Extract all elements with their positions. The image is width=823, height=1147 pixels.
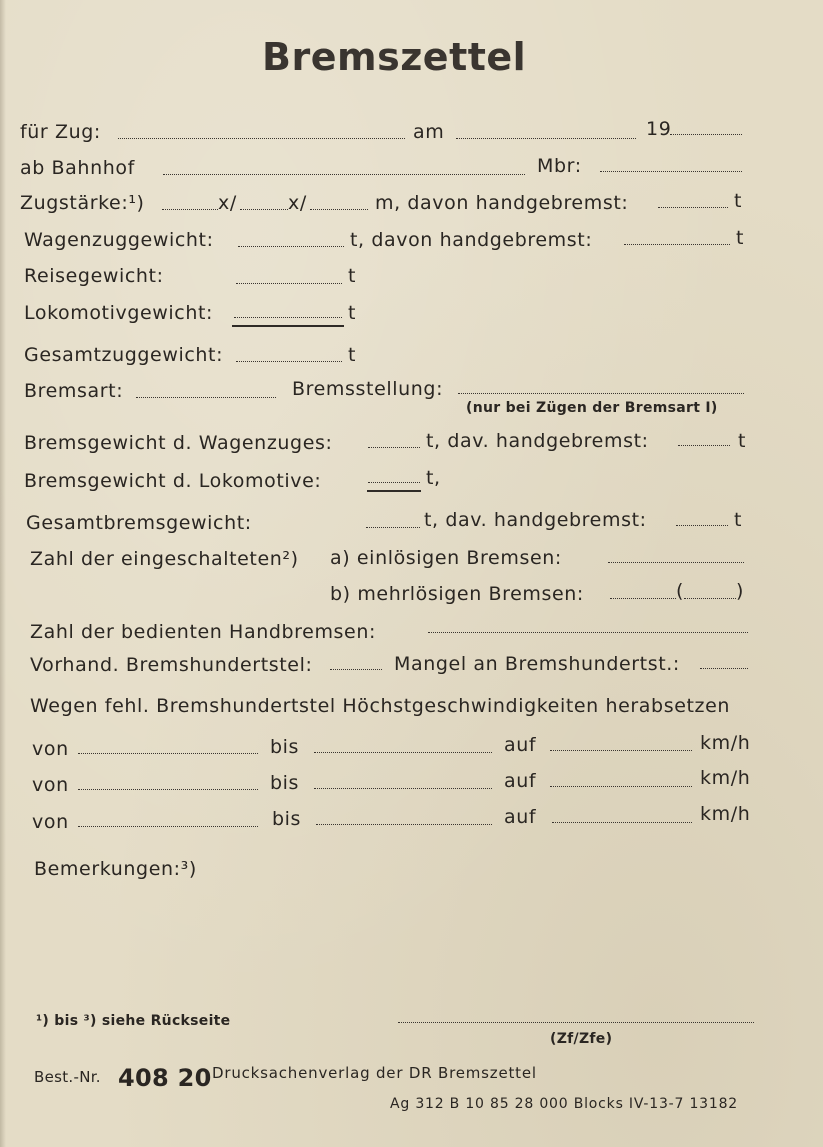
field-mehrloesigen[interactable] xyxy=(610,598,676,599)
label-year: 19 xyxy=(646,118,672,140)
footnote-rueckseite: ¹) bis ³) siehe Rückseite xyxy=(36,1013,231,1029)
signature-caption: (Zf/Zfe) xyxy=(550,1031,613,1047)
sum-underline-lok xyxy=(232,325,344,327)
field-bahnhof[interactable] xyxy=(163,174,525,175)
label-fuer-zug: für Zug: xyxy=(20,121,101,143)
field-zugstaerke-1[interactable] xyxy=(162,209,218,210)
sep-x1: x/ xyxy=(218,192,237,214)
field-bremsgewicht-handgebremst[interactable] xyxy=(678,445,730,446)
field-zug[interactable] xyxy=(118,138,405,139)
label-mangel-bremshundertst: Mangel an Bremshundertst.: xyxy=(394,653,680,675)
field-einloesigen[interactable] xyxy=(608,562,744,563)
label-t-davon: t, davon handgebremst: xyxy=(350,229,593,251)
field-mehrloesigen-paren[interactable] xyxy=(684,598,736,599)
label-gesamtzuggewicht: Gesamtzuggewicht: xyxy=(24,344,224,366)
field-bremsart[interactable] xyxy=(136,397,276,398)
label-auf: auf xyxy=(504,734,537,756)
print-code: Ag 312 B 10 85 28 000 Blocks IV-13-7 13182 xyxy=(390,1096,739,1112)
field-gesamtzuggewicht[interactable] xyxy=(236,361,342,362)
field-wagenzuggewicht[interactable] xyxy=(238,246,344,247)
unit-t-row7: t xyxy=(348,344,357,366)
label-gesamtbremsgewicht: Gesamtbremsgewicht: xyxy=(26,512,252,534)
unit-t-row11: t xyxy=(734,509,743,531)
label-reisegewicht: Reisegewicht: xyxy=(24,265,164,287)
field-bremsgewicht-wagenzug[interactable] xyxy=(368,447,420,448)
field-von[interactable] xyxy=(78,826,258,827)
label-bis: bis xyxy=(270,772,300,794)
field-bis[interactable] xyxy=(314,752,492,753)
field-bremsstellung[interactable] xyxy=(458,393,744,394)
field-bis[interactable] xyxy=(314,788,492,789)
label-bremsgewicht-wagenzug: Bremsgewicht d. Wagenzuges: xyxy=(24,432,333,454)
paren-close: ) xyxy=(736,580,745,602)
unit-t-row3: t xyxy=(734,190,743,212)
field-gesamtbremsgewicht[interactable] xyxy=(366,527,420,528)
label-t-dav-row11: t, dav. handgebremst: xyxy=(424,509,647,531)
unit-t-row9: t xyxy=(738,430,747,452)
label-am: am xyxy=(413,121,445,143)
sep-x2: x/ xyxy=(288,192,307,214)
paper-edge-shadow xyxy=(0,0,6,1147)
label-handbremsen: Zahl der bedienten Handbremsen: xyxy=(30,621,376,643)
label-lokomotivgewicht: Lokomotivgewicht: xyxy=(24,302,214,324)
field-mangel-bremshundertst[interactable] xyxy=(700,668,748,669)
label-ab-bahnhof: ab Bahnhof xyxy=(20,157,135,179)
paren-open: ( xyxy=(676,580,685,602)
label-m-davon: m, davon handgebremst: xyxy=(375,192,629,214)
label-wagenzuggewicht: Wagenzuggewicht: xyxy=(24,229,214,251)
field-mbr[interactable] xyxy=(600,171,742,172)
label-bremsart: Bremsart: xyxy=(24,380,124,402)
field-von[interactable] xyxy=(78,753,258,754)
label-mehrloesigen-bremsen: b) mehrlösigen Bremsen: xyxy=(330,583,584,605)
field-auf[interactable] xyxy=(550,786,692,787)
label-bis: bis xyxy=(272,808,302,830)
label-bemerkungen: Bemerkungen:³) xyxy=(34,858,197,880)
label-auf: auf xyxy=(504,770,537,792)
unit-kmh: km/h xyxy=(700,803,751,825)
label-von: von xyxy=(32,738,69,760)
field-gesamtbrems-handgebremst[interactable] xyxy=(676,525,728,526)
field-bremsgewicht-lok[interactable] xyxy=(368,482,420,483)
field-laenge-handgebremst[interactable] xyxy=(658,207,728,208)
label-bremsstellung: Bremsstellung: xyxy=(292,378,444,400)
label-zugstaerke: Zugstärke:¹) xyxy=(20,192,145,214)
field-year[interactable] xyxy=(670,134,742,135)
label-bremsgewicht-lok: Bremsgewicht d. Lokomotive: xyxy=(24,470,322,492)
field-bis[interactable] xyxy=(316,824,492,825)
field-zugstaerke-3[interactable] xyxy=(310,209,368,210)
label-hoechstgeschwindigkeiten: Wegen fehl. Bremshundertstel Höchstgeschwindigkeiten herabsetzen xyxy=(30,695,731,717)
field-handbremsen[interactable] xyxy=(428,632,748,633)
label-bis: bis xyxy=(270,736,300,758)
label-vorhand-bremshundertstel: Vorhand. Bremshundertstel: xyxy=(30,654,313,676)
unit-t-row5: t xyxy=(348,265,357,287)
label-t-dav-row9: t, dav. handgebremst: xyxy=(426,430,649,452)
sum-underline-bremsgewicht xyxy=(367,490,421,492)
unit-t-row4: t xyxy=(736,227,745,249)
label-mbr: Mbr: xyxy=(537,155,582,177)
field-von[interactable] xyxy=(78,789,258,790)
unit-t-row6: t xyxy=(348,302,357,324)
label-zahl-eingeschalteten: Zahl der eingeschalteten²) xyxy=(30,548,299,570)
unit-kmh: km/h xyxy=(700,732,751,754)
label-von: von xyxy=(32,774,69,796)
label-auf: auf xyxy=(504,806,537,828)
field-date[interactable] xyxy=(456,138,636,139)
note-bremsart: (nur bei Zügen der Bremsart I) xyxy=(466,400,718,416)
field-lokomotivgewicht[interactable] xyxy=(234,317,342,318)
order-number: 408 20 xyxy=(118,1064,212,1092)
field-vorhand-bremshundertstel[interactable] xyxy=(330,669,382,670)
label-von: von xyxy=(32,811,69,833)
publisher-line: Drucksachenverlag der DR Bremszettel xyxy=(212,1064,537,1082)
field-zugstaerke-2[interactable] xyxy=(240,209,288,210)
unit-kmh: km/h xyxy=(700,767,751,789)
field-wagenzug-handgebremst[interactable] xyxy=(624,244,730,245)
field-auf[interactable] xyxy=(550,750,692,751)
label-einloesigen-bremsen: a) einlösigen Bremsen: xyxy=(330,547,562,569)
field-signature[interactable] xyxy=(398,1022,754,1023)
form-title: Bremszettel xyxy=(262,35,527,79)
field-auf[interactable] xyxy=(552,822,692,823)
unit-t-row10: t, xyxy=(426,467,441,489)
field-reisegewicht[interactable] xyxy=(236,283,342,284)
label-best-nr: Best.-Nr. xyxy=(34,1068,101,1086)
